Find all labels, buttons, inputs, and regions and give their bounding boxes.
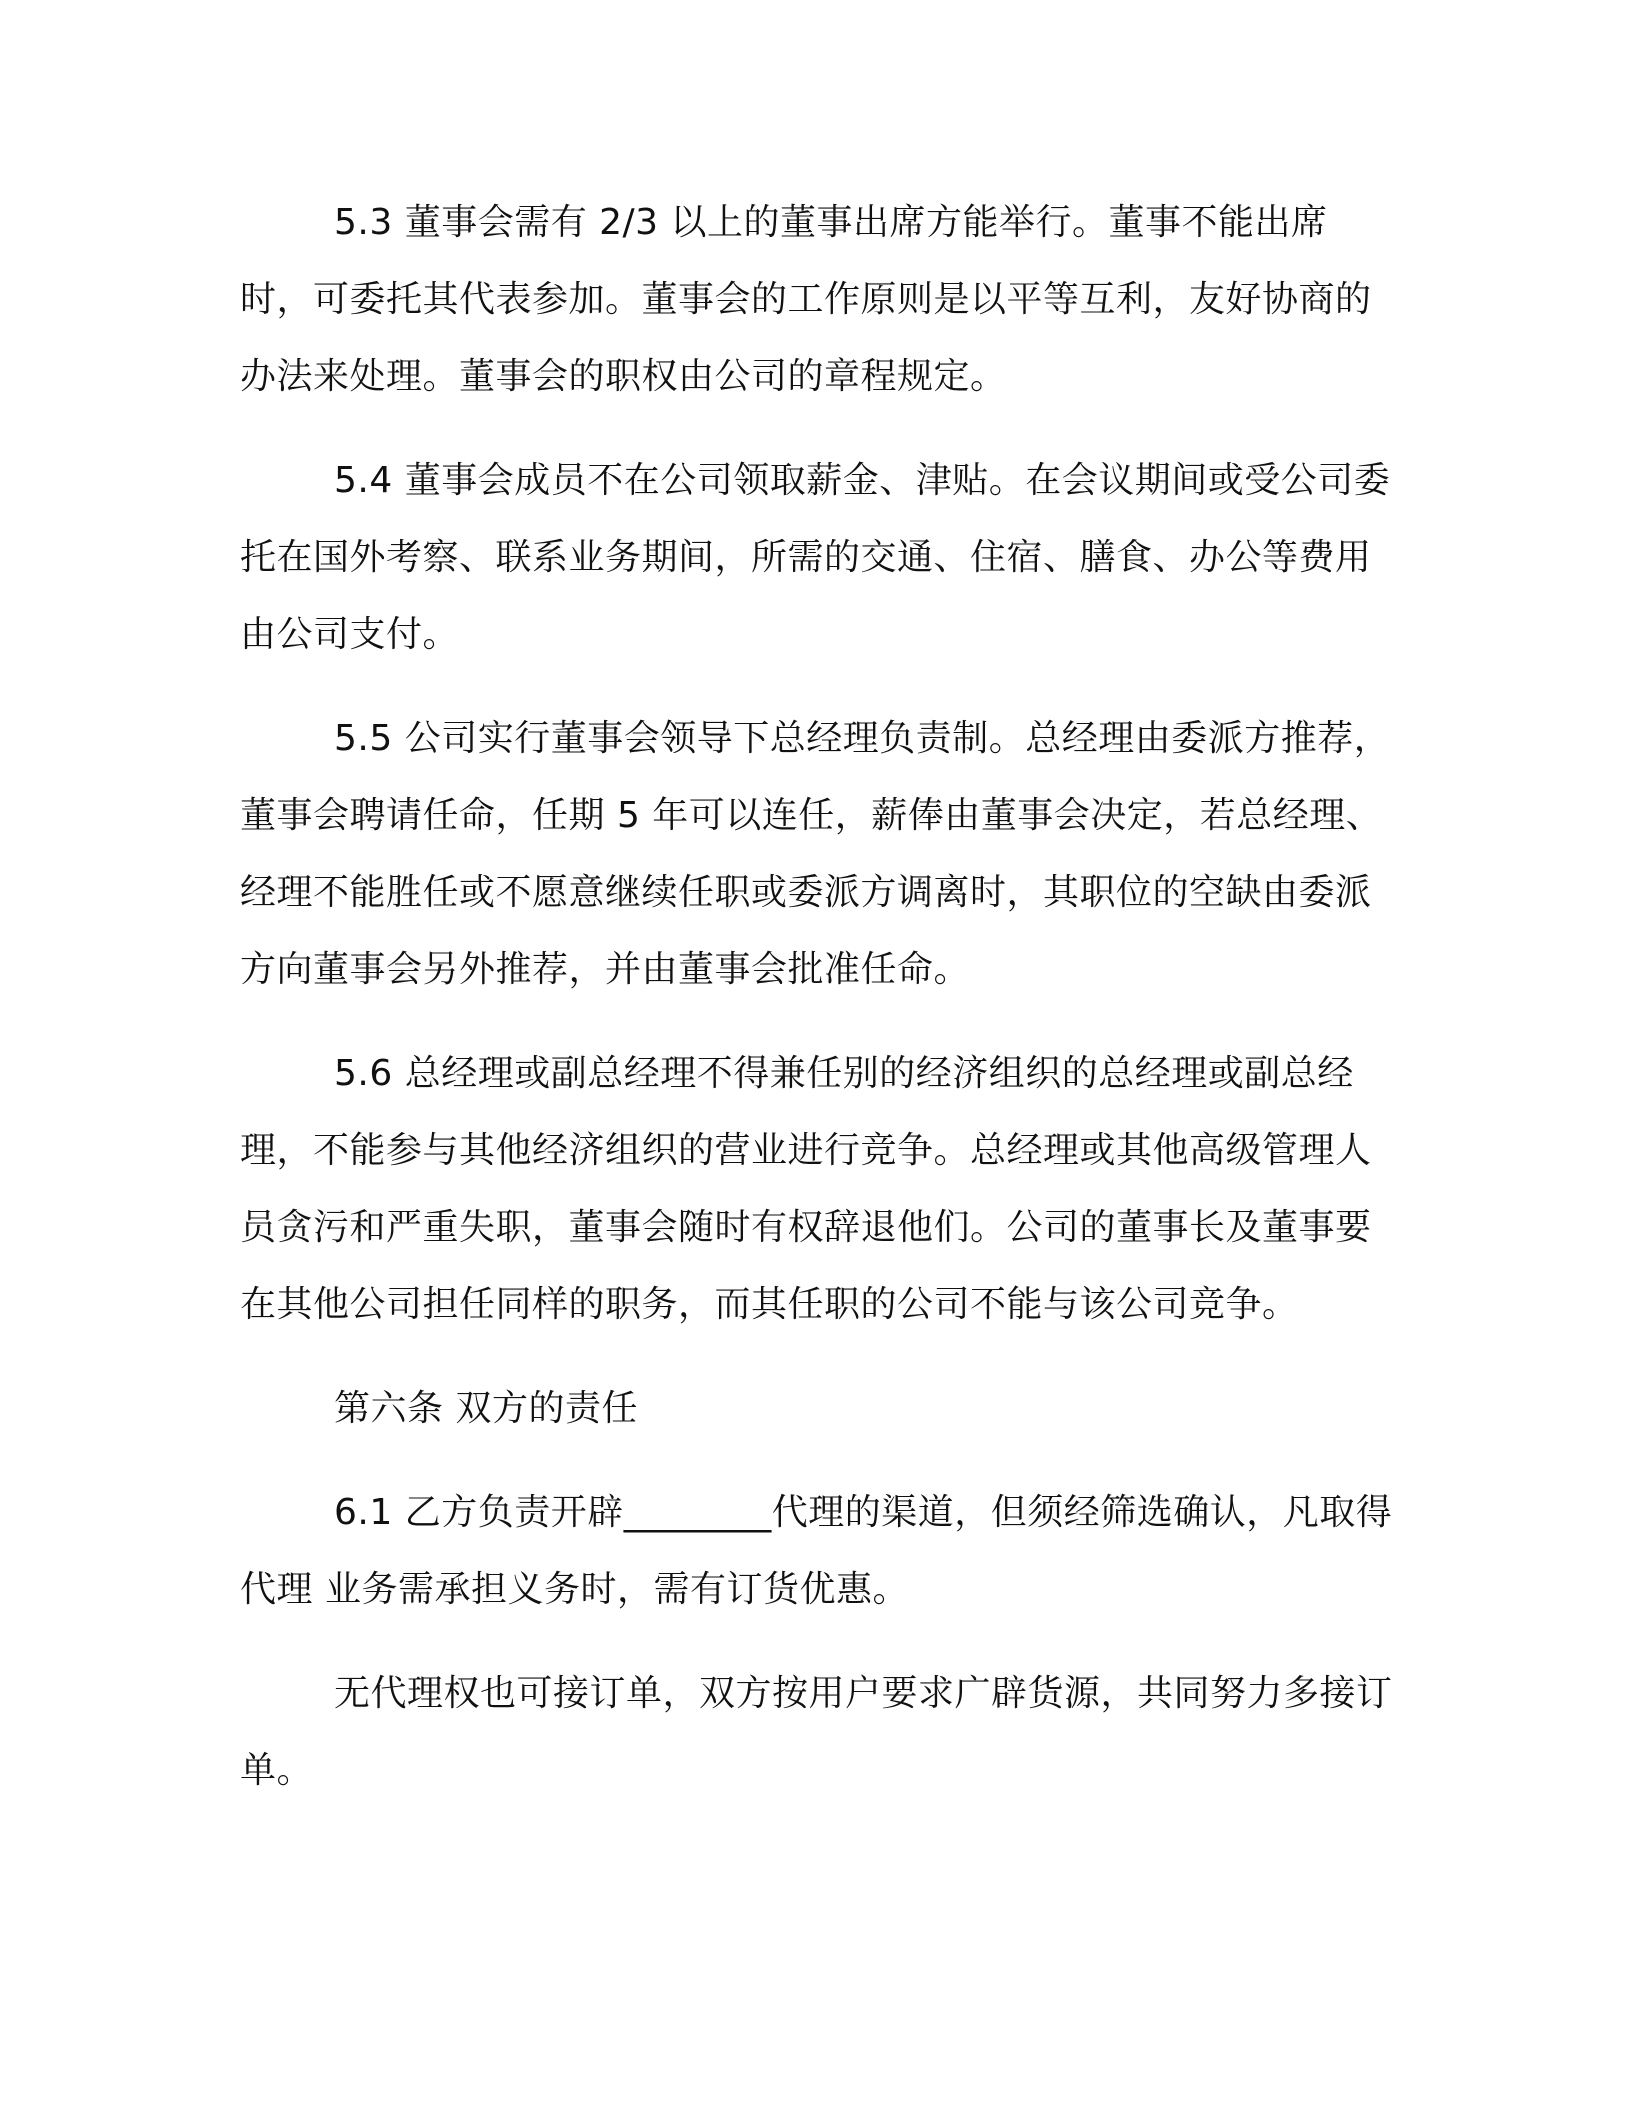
paragraph-line: 无代理权也可接订单，双方按用户要求广辟货源，共同努力多接 <box>334 1673 1357 1714</box>
paragraph-line: 取得代理 业务需承担义务时，需有订货优惠。 <box>240 1492 1393 1610</box>
paragraph-6-1 <box>240 1474 1400 1628</box>
paragraph-line: 5.4 董事会成员不在公司领取薪金、津贴。在会议期间或受公司 <box>334 460 1354 501</box>
heading-line: 第六条 双方的责任 <box>334 1388 638 1429</box>
paragraph-line: 5.6 总经理或副总经理不得兼任别的经济组织的总经理或副总经 <box>334 1053 1354 1094</box>
paragraph-line: 派方向董事会另外推荐，并由董事会批准任命。 <box>240 872 1372 990</box>
paragraph-line: 6.1 乙方负责开辟________代理的渠道，但须经筛选确认，凡 <box>334 1492 1320 1533</box>
paragraph-line: 经理不能胜任或不愿意继续任职或委派方调离时，其职位的空缺由委 <box>240 872 1336 913</box>
paragraph-5-6 <box>240 1035 1400 1343</box>
paragraph-line: 5.3 董事会需有 2/3 以上的董事出席方能举行。董事不能出席时， <box>240 202 1328 320</box>
paragraph-line: 法来处理。董事会的职权由公司的章程规定。 <box>276 356 1007 397</box>
paragraph-no-agency <box>240 1655 1400 1809</box>
article-6-heading <box>240 1370 1400 1447</box>
paragraph-line: 理，不能参与其他经济组织的营业进行竞争。总经理或其他高级管理 <box>240 1130 1336 1171</box>
paragraph-line: 人员贪污和严重失职，董事会随时有权辞退他们。公司的董事长及董 <box>240 1130 1372 1248</box>
paragraph-5-4 <box>240 442 1400 673</box>
document-body <box>240 184 1400 1809</box>
paragraph-line: 委托在国外考察、联系业务期间，所需的交通、住宿、膳食、办公等 <box>240 460 1391 578</box>
paragraph-line: 订单。 <box>240 1673 1393 1791</box>
paragraph-line: 可委托其代表参加。董事会的工作原则是以平等互利，友好协商的办 <box>240 279 1372 397</box>
paragraph-line: 事要在其他公司担任同样的职务，而其任职的公司不能与该公司竞争。 <box>240 1207 1372 1325</box>
paragraph-5-3 <box>240 184 1400 415</box>
paragraph-line: 5.5 公司实行董事会领导下总经理负责制。总经理由委派方推荐， <box>334 718 1391 759</box>
paragraph-5-5 <box>240 700 1400 1008</box>
paragraph-line: 董事会聘请任命，任期 5 年可以连任，薪俸由董事会决定，若总经理、 <box>240 795 1383 836</box>
paragraph-line: 费用由公司支付。 <box>240 537 1372 655</box>
